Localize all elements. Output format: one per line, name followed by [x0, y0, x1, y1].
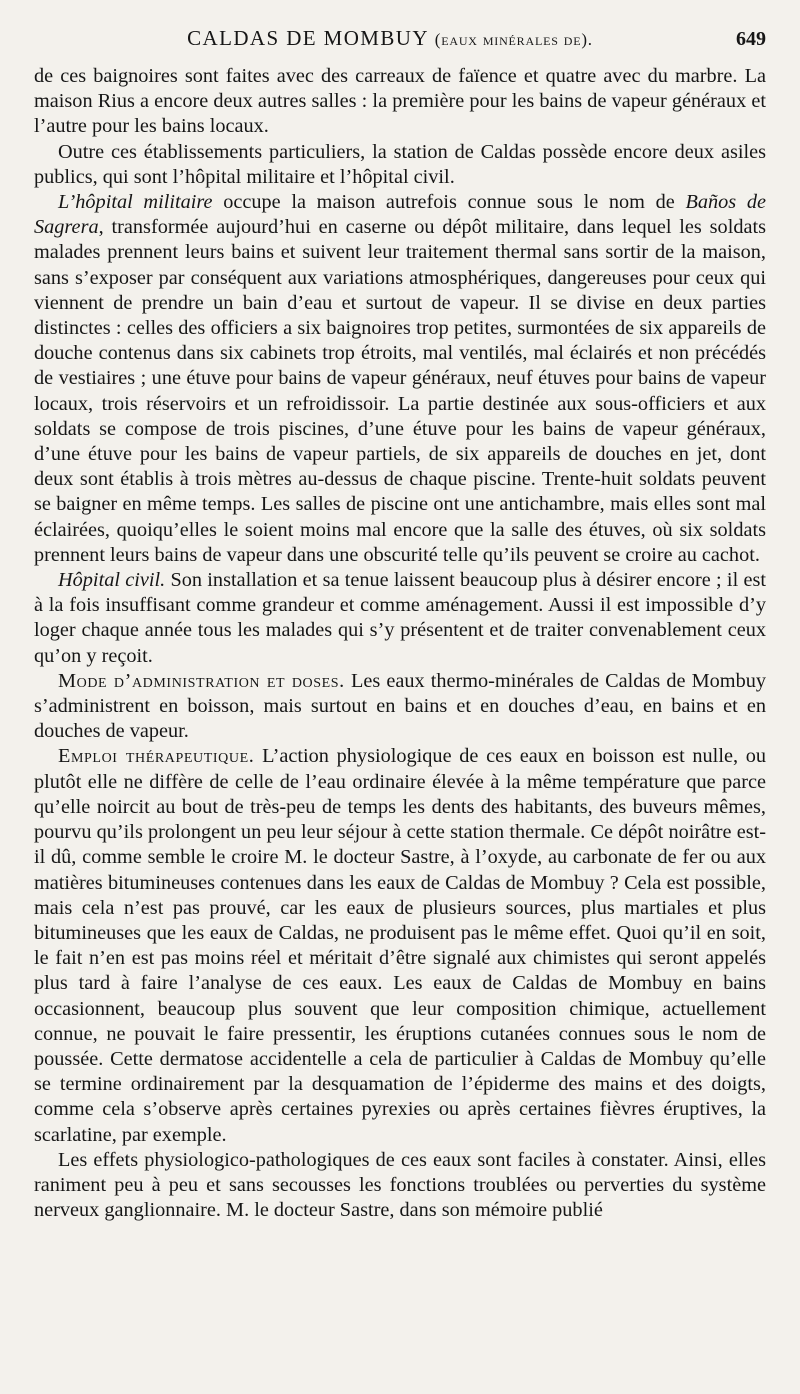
paragraph-text: L’action physiologique de ces eaux en boisson est nulle, ou plutôt elle ne diffère de celle de l’eau ordinaire élevée à la même température que parce qu’elle noircit au bout de très-peu de temps les dents des habitants, des buveurs mêmes, pourvu qu’ils prolongent un peu leur séjour à cette station thermale. Ce dépôt noirâtre est-il dû, comme semble le croire M. le docteur Sastre, à l’oxyde, au carbonate de fer ou aux matières bitumineuses contenues dans les eaux de Caldas de Mombuy ? Cela est possible, mais cela n’est pas prouvé, car les eaux de plusieurs sources, plus martiales et plus bitumineuses que les eaux de Caldas, ne produisent pas le même effet. Quoi qu’il en soit, le fait n’en est pas moins réel et méritait d’être signalé aux chimistes qui seront appelés plus tard à faire l’analyse de ces eaux. Les eaux de Caldas de Mombuy en bains occasionnent, beaucoup plus souvent que leur composition chimique, actuellement connue, ne pouvait le faire pressentir, les éruptions cutanées connues sous le nom de poussée. Cette dermatose accidentelle a cela de particulier à Caldas de Mombuy qu’elle se termine ordinairement par la desquamation de l’épiderme des mains et des doigts, comme cela s’observe après certaines pyrexies ou après certaines fièvres éruptives, la scarlatine, par exemple. [34, 745, 767, 1146]
section-heading-smallcaps: Mode d’administration et doses. [58, 669, 345, 692]
page-header [34, 26, 766, 62]
paragraph-1 [34, 64, 766, 140]
section-heading-smallcaps: Emploi thérapeutique. [58, 745, 255, 768]
page-number: 649 [736, 28, 766, 50]
running-head [74, 26, 706, 51]
paragraph-text: occupe la maison autrefois connue sous le nom de [212, 191, 686, 214]
paragraph-effets [34, 1148, 766, 1224]
paragraph-emploi-therapeutique [34, 744, 766, 1147]
paragraph-text: Les effets physiologico-pathologiques de ces eaux sont faciles à constater. Ainsi, elles raniment peu à peu et sans secousses les fonctions troublées ou perverties du système nerveux ganglionnaire. M. le docteur Sastre, dans son mémoire publié [34, 1148, 766, 1222]
paragraph-hopital-civil [34, 568, 766, 669]
running-subtitle: (eaux minérales de). [434, 30, 593, 49]
section-lead-italic: Hôpital civil. [58, 569, 166, 592]
paragraph-text: Son installation et sa tenue laissent beaucoup plus à désirer encore ; il est à la fois insuffisant comme grandeur et comme aménagement. Aussi il est impossible d’y loger chaque année tous les malades qui s’y présentent et de traiter convenablement ceux qu’on y reçoit. [34, 569, 766, 667]
paragraph-hopital-militaire [34, 190, 766, 568]
paragraph-text: Les eaux thermo-minérales de Caldas de Mombuy s’administrent en boisson, mais surtout en bains et en douches d’eau, en bains et en douches de vapeur. [34, 669, 766, 743]
section-lead-italic: L’hôpital militaire [58, 191, 213, 214]
paragraph-2 [34, 140, 766, 190]
paragraph-text: , transformée aujourd’hui en caserne ou dépôt militaire, dans lequel les soldats malades prennent leurs bains et suivent leur traitement thermal sans sortir de la maison, sans s’exposer par conséquent aux variations atmosphériques, dangereuses pour ceux qui viennent de prendre un bain d’eau et surtout de vapeur. Il se divise en deux parties distinctes : celles des officiers a six baignoires trop petites, surmontées de six appareils de douche contenus dans six cabinets trop étroits, mal ventilés, mal éclairés et non précédés de vestiaires ; une étuve pour bains de vapeur généraux, neuf étuves pour bains de vapeur locaux, trois réservoirs et un refroidissoir. La partie destinée aux sous-officiers et aux soldats se compose de trois piscines, d’une étuve pour les bains de vapeur généraux, d’une étuve pour les bains de vapeur partiels, de six appareils de douches en jet, dont deux sont établis à trois mètres au-dessus de chaque piscine. Trente-huit soldats peuvent se baigner en même temps. Les salles de piscine ont une antichambre, mais elles sont mal éclairées, quoiqu’elles le soient moins mal encore que la salle des étuves, où six soldats prennent leurs bains de vapeur dans une obscurité telle qu’ils peuvent se croire au cachot. [34, 216, 766, 566]
italic-place-name: Baños de Sagrera [34, 191, 766, 239]
paragraph-text: de ces baignoires sont faites avec des carreaux de faïence et quatre avec du marbre. La maison Rius a encore deux autres salles : la première pour les bains de vapeur généraux et l’autre pour les bains locaux. [34, 65, 766, 138]
running-title: CALDAS DE MOMBUY [187, 26, 429, 50]
paragraph-mode-administration [34, 669, 766, 745]
paragraph-text: Outre ces établissements particuliers, la station de Caldas possède encore deux asiles publics, qui sont l’hôpital militaire et l’hôpital civil. [34, 140, 766, 188]
body-text [34, 64, 766, 1223]
